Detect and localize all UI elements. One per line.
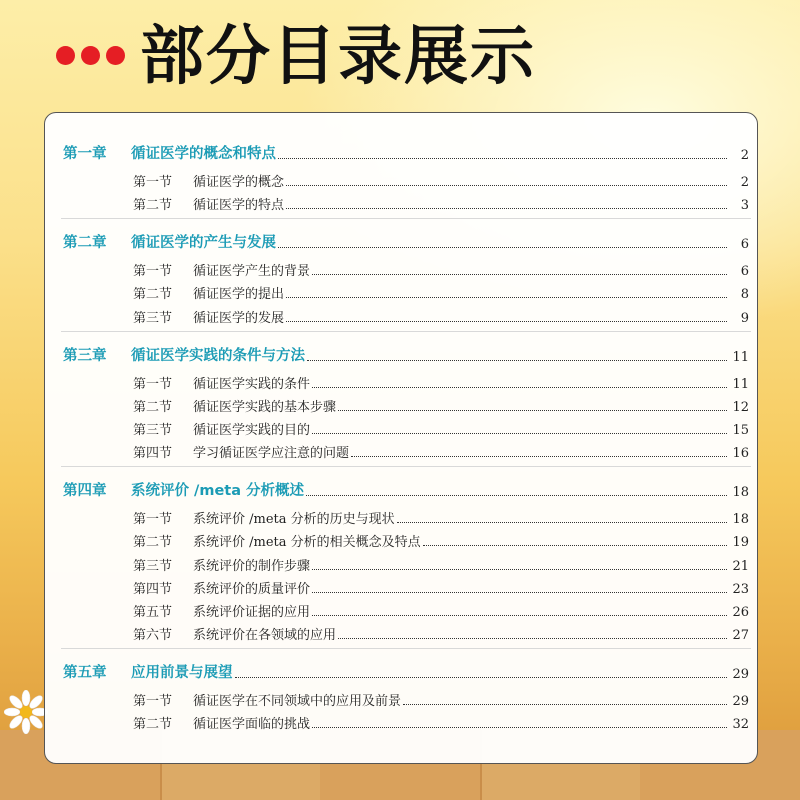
toc-section-row[interactable] <box>63 552 749 574</box>
dot-leader <box>235 677 728 678</box>
chapter-title: 系统评价 /meta 分析概述 <box>131 483 305 500</box>
chapter-title: 循证医学的概念和特点 <box>131 146 276 162</box>
toc-section-row[interactable] <box>63 393 749 415</box>
section-page-number: 26 <box>732 605 749 620</box>
dot-leader <box>306 495 727 496</box>
toc-chapter-row[interactable] <box>63 478 749 500</box>
dot-leader <box>286 208 727 209</box>
section-number: 第一节 <box>133 376 173 392</box>
dot-leader <box>278 158 727 159</box>
chapter-page-number: 18 <box>732 485 749 501</box>
table-of-contents-card <box>44 112 758 764</box>
section-title: 循证医学实践的基本步骤 <box>193 399 337 415</box>
section-title: 循证医学实践的目的 <box>193 423 311 438</box>
chapter-divider <box>61 466 751 467</box>
section-number: 第四节 <box>133 446 173 462</box>
dot-leader <box>278 247 727 248</box>
section-title: 系统评价 /meta 分析的历史与现状 <box>193 512 395 528</box>
dot-leader <box>312 433 727 434</box>
toc-section-row[interactable] <box>63 168 749 190</box>
toc-section-row[interactable] <box>63 191 749 213</box>
section-page-number: 29 <box>732 694 749 710</box>
chapter-number: 第四章 <box>63 483 107 500</box>
section-number: 第一节 <box>133 512 173 528</box>
section-title: 系统评价的质量评价 <box>193 581 311 597</box>
section-number: 第三节 <box>133 310 173 326</box>
chapter-number: 第三章 <box>63 347 107 364</box>
section-page-number: 11 <box>732 376 749 392</box>
dot-leader <box>423 545 727 546</box>
section-number: 第二节 <box>133 399 173 415</box>
daisy-flower-decoration <box>4 690 48 734</box>
section-page-number: 19 <box>732 535 749 551</box>
toc-section-row[interactable] <box>63 416 749 438</box>
section-page-number: 6 <box>740 264 749 280</box>
section-number: 第四节 <box>133 581 173 597</box>
section-title: 循证医学面临的挑战 <box>193 717 311 733</box>
section-page-number: 2 <box>740 175 749 190</box>
toc-chapter-row[interactable] <box>63 230 749 252</box>
section-page-number: 32 <box>732 717 749 733</box>
dot-leader <box>397 522 727 523</box>
toc-chapter-row[interactable] <box>63 660 749 682</box>
toc-section-row[interactable] <box>63 280 749 302</box>
section-number: 第五节 <box>133 605 173 620</box>
section-page-number: 16 <box>732 446 749 462</box>
section-page-number: 23 <box>732 581 749 597</box>
toc-section-row[interactable] <box>63 257 749 279</box>
chapter-divider <box>61 331 751 332</box>
dot-leader <box>312 569 727 570</box>
chapter-number: 第二章 <box>63 235 107 252</box>
section-title: 学习循证医学应注意的问题 <box>193 446 350 462</box>
section-title: 循证医学实践的条件 <box>193 376 311 392</box>
chapter-page-number: 2 <box>740 148 749 163</box>
section-page-number: 18 <box>732 512 749 528</box>
dot-leader <box>403 704 727 705</box>
section-title: 循证医学的概念 <box>193 175 285 190</box>
section-title: 循证医学的特点 <box>193 198 285 214</box>
toc-section-row[interactable] <box>63 528 749 550</box>
section-title: 循证医学产生的背景 <box>193 264 311 280</box>
toc-chapter-row[interactable] <box>63 343 749 365</box>
section-number: 第二节 <box>133 535 173 551</box>
dot-leader <box>338 638 727 639</box>
toc-chapter-row[interactable] <box>63 141 749 163</box>
dot-leader <box>312 727 727 728</box>
page-title: 部分目录展示 <box>140 20 536 94</box>
header <box>0 0 800 105</box>
section-number: 第一节 <box>133 175 173 190</box>
section-page-number: 15 <box>732 423 749 438</box>
section-title: 系统评价的制作步骤 <box>193 558 311 574</box>
chapter-number: 第五章 <box>63 665 107 682</box>
dot-leader <box>286 321 727 322</box>
toc-section-row[interactable] <box>63 687 749 709</box>
section-number: 第三节 <box>133 423 173 438</box>
chapter-page-number: 11 <box>732 349 749 365</box>
toc-section-row[interactable] <box>63 575 749 597</box>
dot-leader <box>312 274 727 275</box>
chapter-divider <box>61 648 751 649</box>
chapter-divider <box>61 218 751 219</box>
dot-leader <box>307 360 727 361</box>
toc-section-row[interactable] <box>63 621 749 643</box>
section-number: 第一节 <box>133 694 173 710</box>
section-page-number: 8 <box>740 287 749 303</box>
chapter-title: 应用前景与展望 <box>131 665 233 682</box>
toc-section-row[interactable] <box>63 304 749 326</box>
dot-leader <box>286 297 727 298</box>
chapter-page-number: 6 <box>740 237 749 253</box>
dot-leader <box>312 592 727 593</box>
toc-section-row[interactable] <box>63 439 749 461</box>
toc-section-row[interactable] <box>63 598 749 620</box>
section-number: 第二节 <box>133 287 173 303</box>
section-title: 循证医学的发展 <box>193 310 285 326</box>
section-number: 第六节 <box>133 628 173 644</box>
section-number: 第一节 <box>133 264 173 280</box>
section-number: 第三节 <box>133 558 173 574</box>
toc-section-row[interactable] <box>63 505 749 527</box>
toc-section-row[interactable] <box>63 710 749 732</box>
toc-section-row[interactable] <box>63 370 749 392</box>
section-page-number: 12 <box>732 399 749 415</box>
dot-leader <box>351 456 727 457</box>
chapter-title: 循证医学的产生与发展 <box>131 235 276 252</box>
chapter-number: 第一章 <box>63 146 107 162</box>
dot-leader <box>312 615 727 616</box>
section-page-number: 3 <box>740 198 749 214</box>
chapter-page-number: 29 <box>732 667 749 683</box>
section-number: 第二节 <box>133 198 173 214</box>
section-title: 系统评价在各领域的应用 <box>193 628 337 644</box>
dot-leader <box>338 410 727 411</box>
section-title: 循证医学的提出 <box>193 287 285 303</box>
dot-leader <box>286 185 727 186</box>
chapter-title: 循证医学实践的条件与方法 <box>131 347 305 364</box>
section-title: 循证医学在不同领域中的应用及前景 <box>193 694 402 710</box>
section-page-number: 9 <box>740 310 749 326</box>
section-page-number: 21 <box>732 558 749 574</box>
section-number: 第二节 <box>133 717 173 733</box>
section-title: 系统评价 /meta 分析的相关概念及特点 <box>193 535 421 551</box>
red-dots-icon <box>56 46 125 65</box>
section-page-number: 27 <box>732 628 749 644</box>
dot-leader <box>312 387 727 388</box>
section-title: 系统评价证据的应用 <box>193 605 311 620</box>
